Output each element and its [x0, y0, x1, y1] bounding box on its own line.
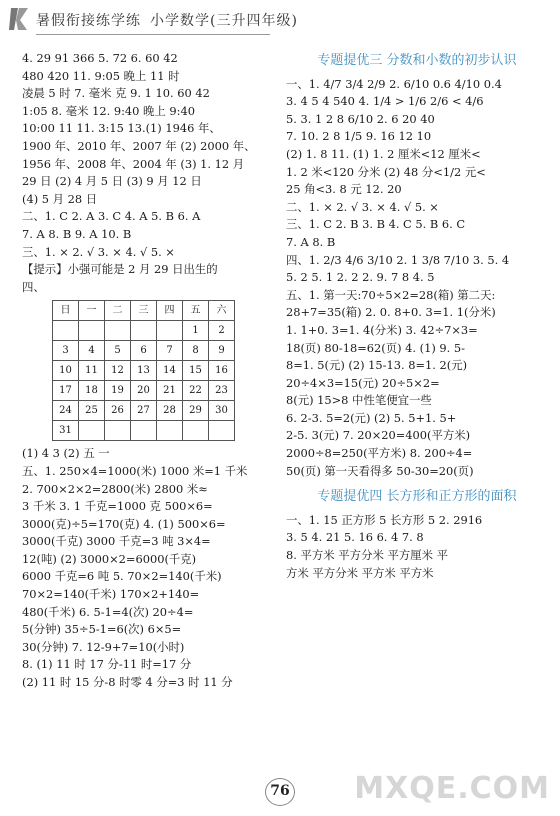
- calendar-cell: [209, 421, 235, 441]
- calendar-cell: 7: [157, 341, 183, 361]
- answer-line: 10:00 11 11. 3:15 13.(1) 1946 年、: [22, 121, 221, 136]
- calendar-cell: [53, 321, 79, 341]
- calendar-cell: 16: [209, 361, 235, 381]
- answer-line: 6000 千克=6 吨 5. 70×2=140(千米): [22, 569, 222, 584]
- answer-line: 2. 700×2×2=2800(米) 2800 米≈: [22, 481, 208, 496]
- hint-line: 【提示】小强可能是 2 月 29 日出生的: [22, 262, 218, 277]
- calendar-cell: 6: [131, 341, 157, 361]
- calendar-cell: [79, 321, 105, 341]
- calendar-row: [53, 421, 235, 441]
- calendar-head-cell: 二: [105, 301, 131, 321]
- calendar-cell: 13: [131, 361, 157, 381]
- answer-line: 3. 5 4. 21 5. 16 6. 4 7. 8: [286, 530, 424, 545]
- calendar-head-row: [53, 301, 235, 321]
- answer-line: 方米 平方分米 平方米 平方米: [286, 565, 434, 580]
- calendar-cell: [157, 321, 183, 341]
- calendar-cell: 22: [183, 381, 209, 401]
- answer-line: 1900 年、2010 年、2007 年 (2) 2000 年、: [22, 138, 256, 153]
- calendar-row: [53, 401, 235, 421]
- answer-line: 1956 年、2008 年、2004 年 (3) 1. 12 月: [22, 156, 245, 171]
- answer-line: 1:05 8. 毫米 12. 9:40 晚上 9:40: [22, 103, 196, 118]
- calendar-head-cell: 三: [131, 301, 157, 321]
- answer-line: 20÷4×3=15(元) 20÷5×2=: [286, 375, 440, 390]
- answer-line: 6. 2-3. 5=2(元) (2) 5. 5+1. 5+: [286, 410, 457, 425]
- answer-line: 3000(克)÷5=170(克) 4. (1) 500×6=: [22, 516, 226, 531]
- calendar-cell: 23: [209, 381, 235, 401]
- calendar-cell: 4: [79, 341, 105, 361]
- calendar-cell: [105, 321, 131, 341]
- calendar-cell: 2: [209, 321, 235, 341]
- calendar-cell: 1: [183, 321, 209, 341]
- calendar-cell: 29: [183, 401, 209, 421]
- answer-line: 5. 2 5. 1 2. 2 2. 9. 7 8 4. 5: [286, 270, 435, 285]
- answer-line: 四、1. 2/3 4/6 3/10 2. 1 3/8 7/10 3. 5. 4: [286, 252, 510, 267]
- calendar-cell: 3: [53, 341, 79, 361]
- answer-line: 8=1. 5(元) (2) 15-13. 8=1. 2(元): [286, 358, 468, 373]
- answer-line: 7. 10. 2 8 1/5 9. 16 12 10: [286, 129, 432, 144]
- answer-line: (2) 11 时 15 分-8 时零 4 分=3 时 11 分: [22, 675, 233, 690]
- page-number-text: 76: [270, 783, 290, 799]
- answer-line: 二、1. × 2. √ 3. × 4. √ 5. ×: [286, 199, 439, 214]
- calendar-row: [53, 381, 235, 401]
- answer-line: (2) 1. 8 11. (1) 1. 2 厘米<12 厘米<: [286, 146, 481, 161]
- calendar-cell: 25: [79, 401, 105, 421]
- calendar-cell: 12: [105, 361, 131, 381]
- calendar-row: [53, 361, 235, 381]
- answer-line: 3000(千克) 3000 千克=3 吨 3×4=: [22, 534, 211, 549]
- calendar-cell: 17: [53, 381, 79, 401]
- answer-line: 凌晨 5 时 7. 毫米 克 9. 1 10. 60 42: [22, 86, 210, 101]
- calendar-head-cell: 四: [157, 301, 183, 321]
- calendar-cell: 28: [157, 401, 183, 421]
- calendar-head-cell: 日: [53, 301, 79, 321]
- page-header: [0, 0, 560, 40]
- calendar-cell: 24: [53, 401, 79, 421]
- calendar-cell: [131, 421, 157, 441]
- answer-line: 7. A 8. B: [286, 234, 336, 249]
- answer-line: 8. (1) 11 时 17 分-11 时=17 分: [22, 657, 192, 672]
- calendar-cell: 20: [131, 381, 157, 401]
- left-column: [22, 50, 272, 692]
- answer-line: 2000÷8=250(平方米) 8. 200÷4=: [286, 446, 473, 461]
- answer-line: 五、1. 第一天:70÷5×2=28(箱) 第二天:: [286, 287, 496, 302]
- section-title: 专题提优四 长方形和正方形的面积: [317, 489, 517, 505]
- calendar-cell: 5: [105, 341, 131, 361]
- calendar-row: [53, 321, 235, 341]
- calendar-head-cell: 一: [79, 301, 105, 321]
- calendar-cell: 18: [79, 381, 105, 401]
- answer-line: 480(千米) 6. 5-1=4(次) 20÷4=: [22, 604, 194, 619]
- answer-line: 8(元) 15>8 中性笔便宜一些: [286, 393, 432, 408]
- answer-line: (4) 5 月 28 日: [22, 191, 98, 206]
- calendar-cell: 9: [209, 341, 235, 361]
- answer-line: 28+7=35(箱) 2. 0. 8+0. 3=1. 1(分米): [286, 305, 496, 320]
- answer-line: 5. 3. 1 2 8 6/10 2. 6 20 40: [286, 111, 435, 126]
- header-rule: [36, 34, 270, 35]
- answer-line: 3 千米 3. 1 千克=1000 克 500×6=: [22, 499, 213, 514]
- answer-line: 30(分钟) 7. 12-9+7=10(小时): [22, 639, 185, 654]
- answer-line: 1. 2 米<120 分米 (2) 48 分<1/2 元<: [286, 164, 486, 179]
- calendar-cell: 31: [53, 421, 79, 441]
- answer-line: 一、1. 15 正方形 5 长方形 5 2. 2916: [286, 512, 483, 527]
- answer-line: 50(页) 第一天看得多 50-30=20(页): [286, 463, 474, 478]
- subject-title: 小学数学(三升四年级): [150, 13, 298, 29]
- answer-line: 480 420 11. 9:05 晚上 11 时: [22, 68, 180, 83]
- answer-line: 3. 4 5 4 540 4. 1/4 > 1/6 2/6 < 4/6: [286, 94, 484, 109]
- answer-line: (1) 4 3 (2) 五 一: [22, 446, 110, 461]
- answer-line: 29 日 (2) 4 月 5 日 (3) 9 月 12 日: [22, 174, 202, 189]
- answer-line: 70×2=140(千米) 170×2+140=: [22, 587, 200, 602]
- calendar-cell: 10: [53, 361, 79, 381]
- answer-line: 二、1. C 2. A 3. C 4. A 5. B 6. A: [22, 209, 201, 224]
- calendar-cell: 26: [105, 401, 131, 421]
- section-title: 专题提优三 分数和小数的初步认识: [317, 53, 517, 68]
- answer-line: 一、1. 4/7 3/4 2/9 2. 6/10 0.6 4/10 0.4: [286, 76, 502, 91]
- book-logo-icon: [8, 6, 30, 32]
- answer-line: 12(吨) (2) 3000×2=6000(千克): [22, 551, 197, 566]
- answer-line: 2-5. 3(元) 7. 20×20=400(平方米): [286, 428, 471, 443]
- watermark: MXQE.COM: [354, 771, 550, 806]
- answer-line: 三、1. × 2. √ 3. × 4. √ 5. ×: [22, 244, 175, 259]
- page-number: [257, 778, 303, 806]
- series-title: 暑假衔接练学练: [36, 13, 141, 29]
- answer-line: 18(页) 80-18=62(页) 4. (1) 9. 5-: [286, 340, 465, 355]
- answer-line: 25 角<3. 8 元 12. 20: [286, 182, 402, 197]
- calendar-head-cell: 六: [209, 301, 235, 321]
- calendar-cell: 30: [209, 401, 235, 421]
- calendar-head-cell: 五: [183, 301, 209, 321]
- calendar-cell: [131, 321, 157, 341]
- calendar-cell: [79, 421, 105, 441]
- calendar-table: [52, 300, 235, 441]
- answer-line: 5(分钟) 35÷5-1=6(次) 6×5=: [22, 622, 182, 637]
- calendar-cell: [105, 421, 131, 441]
- calendar-cell: 19: [105, 381, 131, 401]
- calendar-row: [53, 341, 235, 361]
- calendar-cell: 21: [157, 381, 183, 401]
- right-column: [286, 50, 548, 582]
- section-label: 四、: [22, 279, 45, 294]
- calendar-cell: 15: [183, 361, 209, 381]
- answer-line: 4. 29 91 366 5. 72 6. 60 42: [22, 51, 178, 65]
- calendar-cell: 14: [157, 361, 183, 381]
- calendar-cell: [157, 421, 183, 441]
- answer-line: 三、1. C 2. B 3. B 4. C 5. B 6. C: [286, 217, 466, 232]
- calendar-cell: 27: [131, 401, 157, 421]
- calendar-cell: [183, 421, 209, 441]
- answer-line: 8. 平方米 平方分米 平方厘米 平: [286, 548, 449, 563]
- calendar-cell: 8: [183, 341, 209, 361]
- answer-line: 1. 1+0. 3=1. 4(分米) 3. 42÷7×3=: [286, 322, 478, 337]
- calendar-cell: 11: [79, 361, 105, 381]
- answer-line: 7. A 8. B 9. A 10. B: [22, 226, 132, 241]
- answer-line: 五、1. 250×4=1000(米) 1000 米=1 千米: [22, 463, 248, 478]
